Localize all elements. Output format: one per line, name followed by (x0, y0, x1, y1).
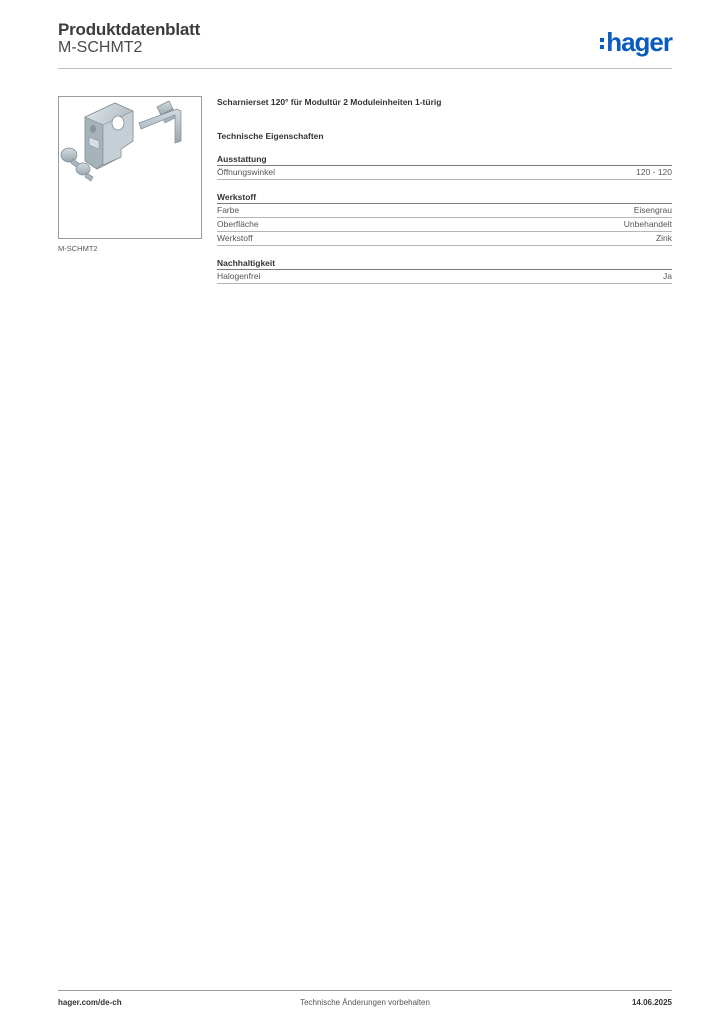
property-label: Öffnungswinkel (217, 167, 275, 177)
property-value: 120 - 120 (636, 167, 672, 177)
document-subtitle: M-SCHMT2 (58, 39, 143, 56)
image-caption: M-SCHMT2 (58, 244, 98, 253)
property-label: Farbe (217, 205, 240, 215)
property-value: Unbehandelt (623, 219, 672, 229)
table-row (217, 232, 672, 246)
footer-divider (58, 990, 672, 991)
table-row (217, 204, 672, 218)
product-title: Scharnierset 120° für Modultür 2 Moduleinheiten 1-türig (217, 97, 442, 107)
page-footer (58, 998, 672, 1010)
product-content (217, 96, 672, 284)
product-image (58, 96, 202, 239)
property-value: Ja (663, 271, 672, 281)
page-header (58, 20, 672, 68)
property-value: Zink (655, 233, 672, 243)
technical-properties-heading: Technische Eigenschaften (217, 131, 324, 141)
table-row (217, 218, 672, 232)
logo-dots-icon (600, 38, 604, 49)
hinge-set-illustration (59, 97, 201, 238)
footer-disclaimer: Technische Änderungen vorbehalten (300, 998, 430, 1007)
document-title: Produktdatenblatt (58, 20, 201, 39)
section-title: Nachhaltigkeit (217, 257, 672, 270)
section-nachhaltigkeit (217, 257, 672, 284)
hager-logo[interactable] (600, 28, 672, 56)
table-row (217, 270, 672, 284)
property-label: Werkstoff (217, 233, 253, 243)
footer-website-link[interactable]: hager.com/de-ch (58, 998, 122, 1007)
section-title: Werkstoff (217, 191, 672, 204)
section-ausstattung (217, 153, 672, 180)
footer-date: 14.06.2025 (631, 998, 672, 1007)
property-label: Halogenfrei (217, 271, 261, 281)
property-value: Eisengrau (633, 205, 672, 215)
section-title: Ausstattung (217, 153, 672, 166)
logo-wordmark: hager (606, 27, 672, 57)
header-divider (58, 68, 672, 69)
property-label: Oberfläche (217, 219, 259, 229)
section-werkstoff (217, 191, 672, 246)
table-row (217, 166, 672, 180)
